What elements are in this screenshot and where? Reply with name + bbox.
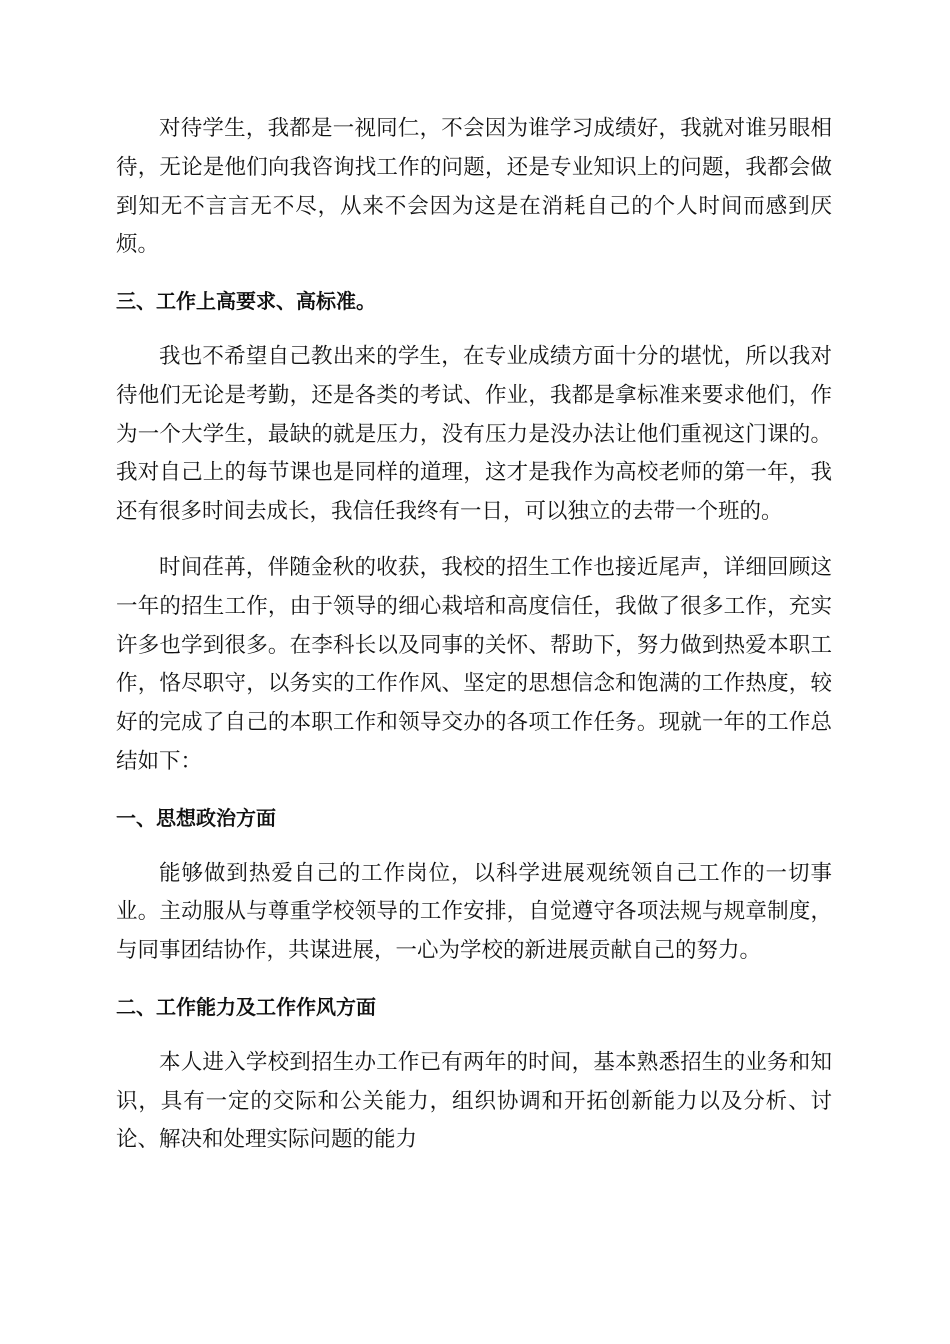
paragraph-work-ability: 本人进入学校到招生办工作已有两年的时间，基本熟悉招生的业务和知识，具有一定的交际和公关能力，组织协调和开拓创新能力以及分析、讨论、解决和处理实际问题的能力 [116,1049,832,1153]
paragraph-high-standards: 我也不希望自己教出来的学生，在专业成绩方面十分的堪忧，所以我对待他们无论是考勤，还是各类的考试、作业，我都是拿标准来要求他们，作为一个大学生，最缺的就是压力，没有压力是没办法让他们重视这门课的。我对自己上的每节课也是同样的道理，这才是我作为高校老师的第一年，我还有很多时间去成长，我信任我终有一日，可以独立的去带一个班的。 [116,343,832,525]
document-body [116,110,832,1177]
paragraph-treating-students: 对待学生，我都是一视同仁，不会因为谁学习成绩好，我就对谁另眼相待，无论是他们向我咨询找工作的问题，还是专业知识上的问题，我都会做到知无不言言无不尽，从来不会因为这是在消耗自己的个人时间而感到厌烦。 [116,116,832,258]
section-heading-work-ability: 二、工作能力及工作作风方面 [116,994,376,1019]
section-heading-ideology: 一、思想政治方面 [116,805,276,830]
paragraph-year-summary-intro: 时间荏苒，伴随金秋的收获，我校的招生工作也接近尾声，详细回顾这一年的招生工作，由于领导的细心栽培和高度信任，我做了很多工作，充实许多也学到很多。在李科长以及同事的关怀、帮助下，努力做到热爱本职工作，恪尽职守，以务实的工作作风、坚定的思想信念和饱满的工作热度，较好的完成了自己的本职工作和领导交办的各项工作任务。现就一年的工作总结如下： [116,554,832,774]
paragraph-ideology: 能够做到热爱自己的工作岗位，以科学进展观统领自己工作的一切事业。主动服从与尊重学校领导的工作安排，自觉遵守各项法规与规章制度，与同事团结协作，共谋进展，一心为学校的新进展贡献自己的努力。 [116,860,832,964]
section-heading-high-standards: 三、工作上高要求、高标准。 [116,289,376,314]
